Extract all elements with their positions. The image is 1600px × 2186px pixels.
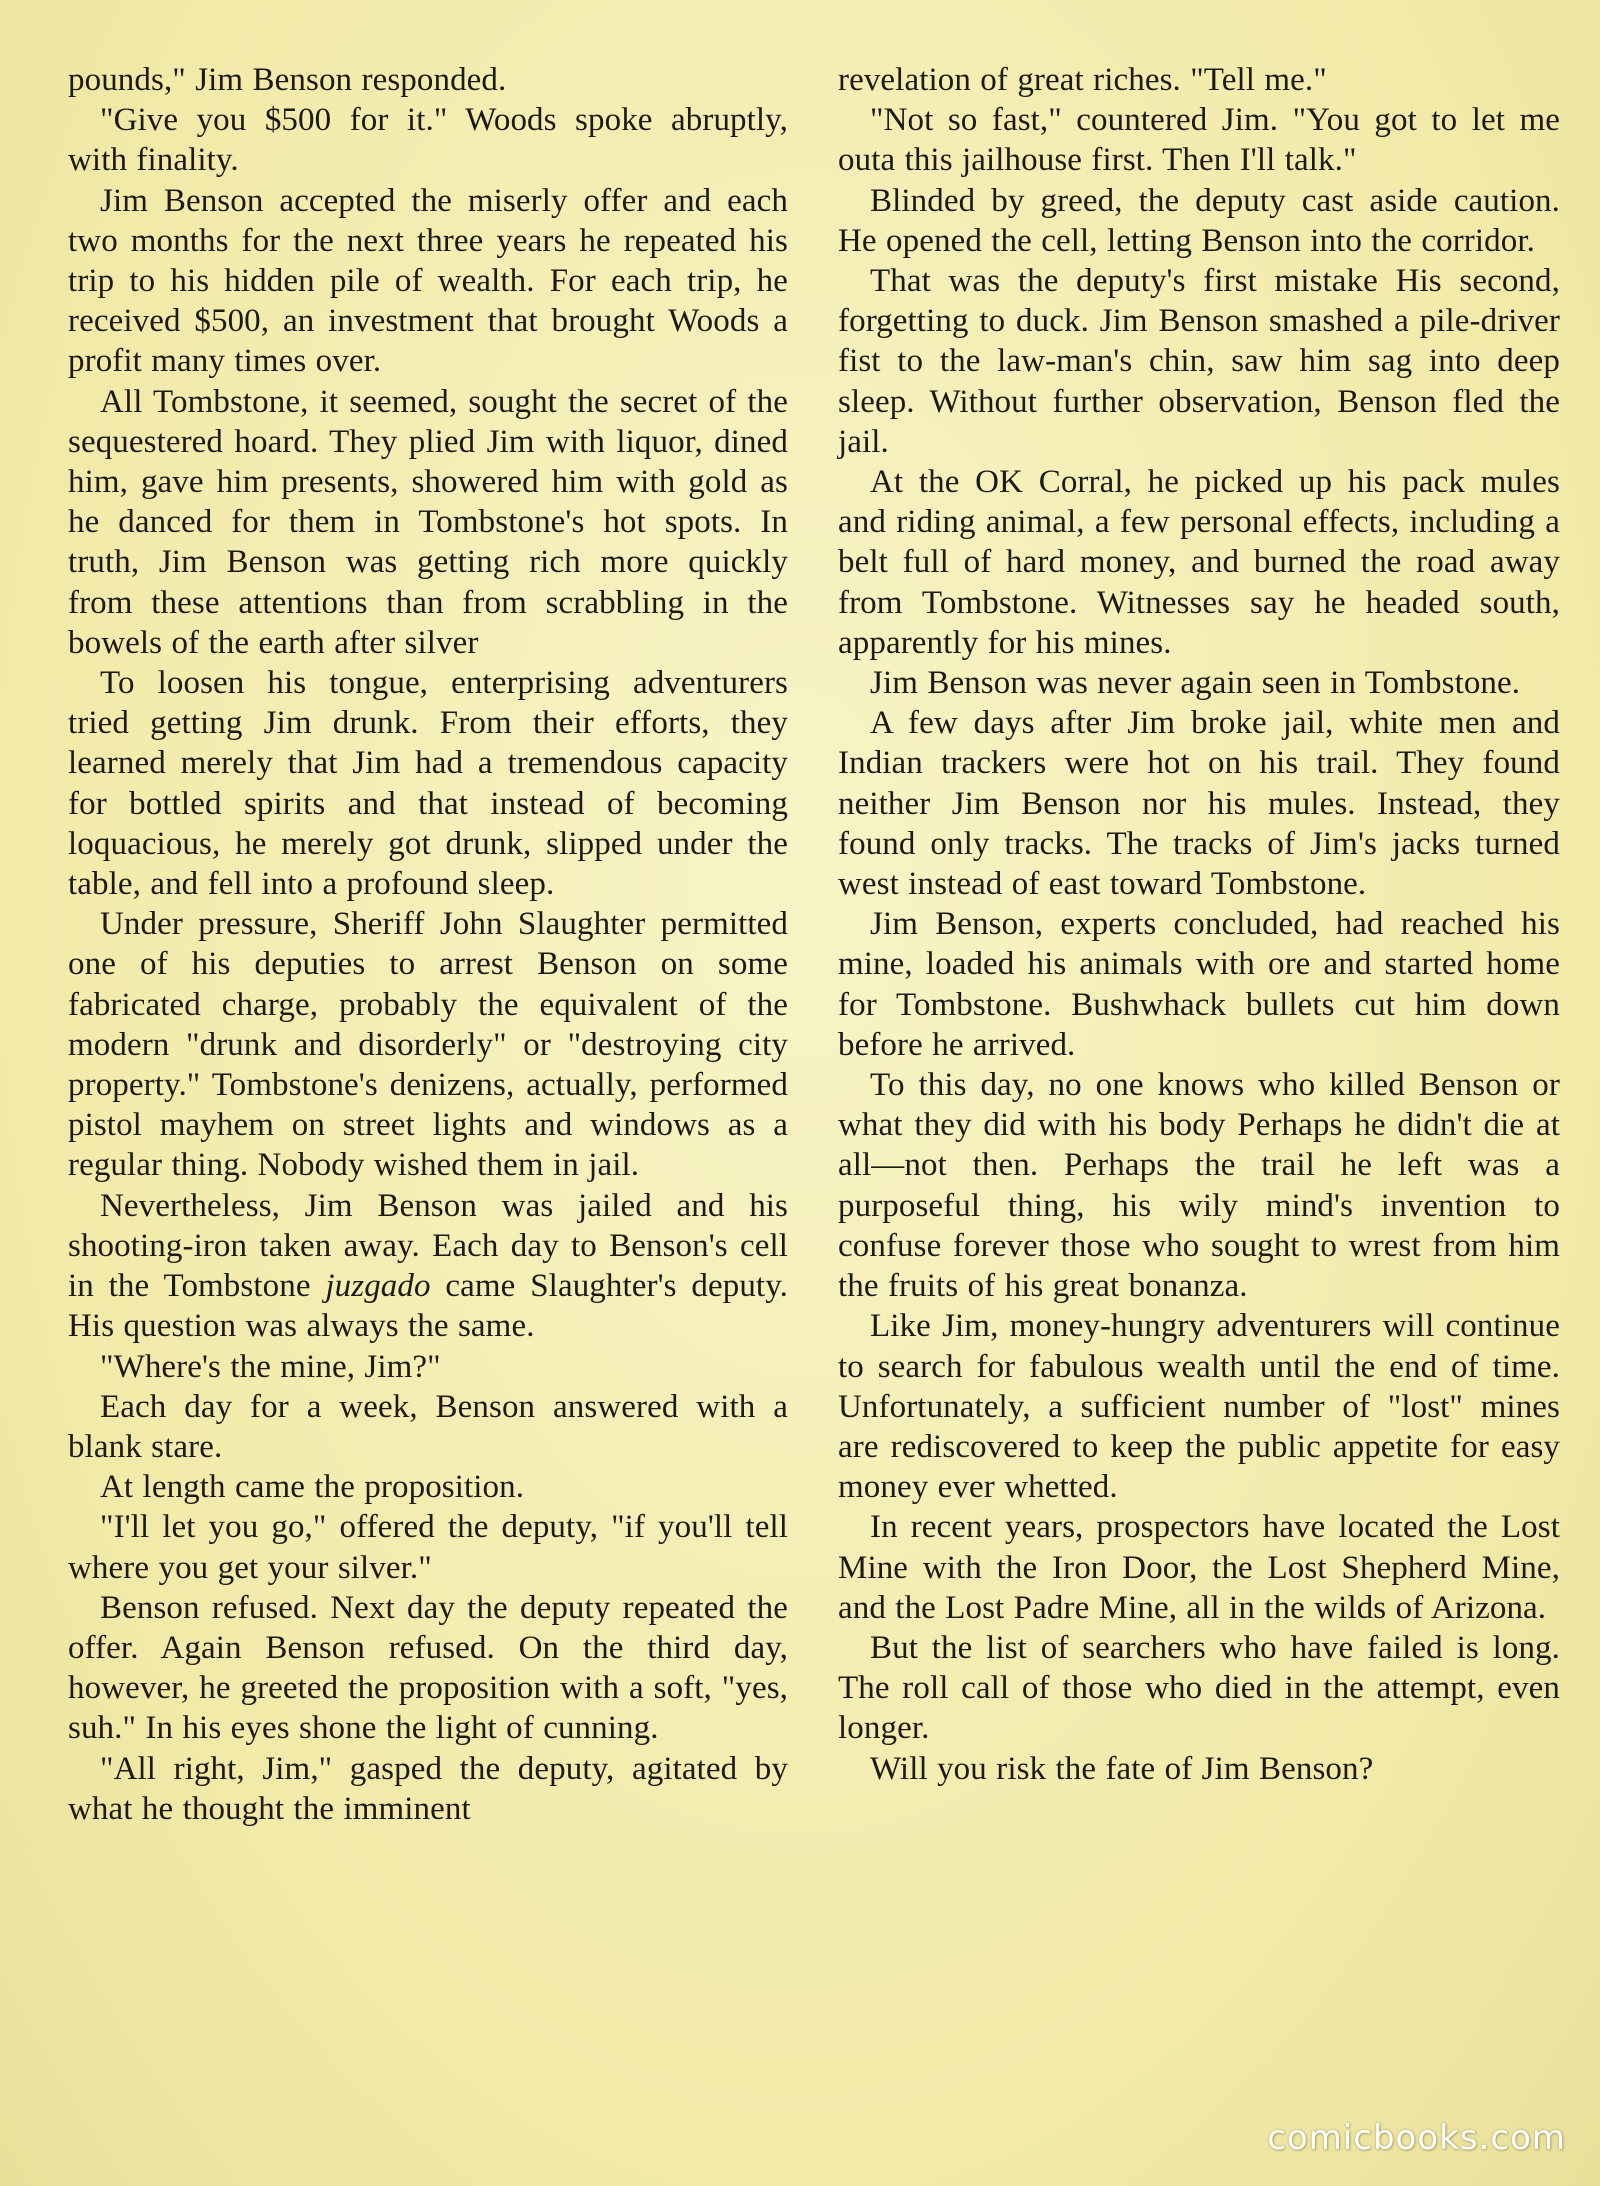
paragraph: To loosen his tongue, enterprising adventurers tried getting Jim drunk. From their efforts, they learned merely that Jim had a tremendous capacity for bottled spirits and that instead of becoming loquacious, he merely got drunk, slipped under the table, and fell into a profound sleep. <box>68 665 788 903</box>
text-run: Nevertheless, Jim Benson was jailed and his shooting-iron taken away. Each day to Benson's cell in the Tombstone <box>68 1187 788 1305</box>
right-column <box>838 60 1560 1789</box>
paragraph: pounds," Jim Benson responded. <box>68 62 507 98</box>
paragraph: "I'll let you go," offered the deputy, "if you'll tell where you get your silver." <box>68 1509 788 1586</box>
italic-word: juzgado <box>325 1268 431 1305</box>
paragraph: "Not so fast," countered Jim. "You got to let me outa this jailhouse first. Then I'll talk." <box>838 102 1560 179</box>
paragraph <box>68 1186 788 1347</box>
paragraph: At the OK Corral, he picked up his pack mules and riding animal, a few personal effects, including a belt full of hard money, and burned the road away from Tombstone. Witnesses say he headed south, apparently for his mines. <box>838 464 1560 661</box>
paragraph: That was the deputy's first mistake His second, forgetting to duck. Jim Benson smashed a pile-driver fist to the law-man's chin, saw him sag into deep sleep. Without further observation, Benson fled the jail. <box>838 263 1560 460</box>
paragraph: Benson refused. Next day the deputy repeated the offer. Again Benson refused. On the third day, however, he greeted the proposition with a soft, "yes, suh." In his eyes shone the light of cunning. <box>68 1589 788 1747</box>
left-column <box>68 60 788 1829</box>
paragraph: In recent years, prospectors have located the Lost Mine with the Iron Door, the Lost Shepherd Mine, and the Lost Padre Mine, all in the wilds of Arizona. <box>838 1509 1560 1626</box>
paragraph: Will you risk the fate of Jim Benson? <box>870 1750 1374 1787</box>
watermark-text: comicbooks.com <box>1267 2118 1566 2158</box>
paragraph: Under pressure, Sheriff John Slaughter permitted one of his deputies to arrest Benson on some fabricated charge, probably the equivalent of the modern "drunk and disorderly" or "destroying city property." Tombstone's denizens, actually, performed pistol mayhem on street lights and windows as a regular thing. Nobody wished them in jail. <box>68 906 788 1184</box>
paragraph: Jim Benson, experts concluded, had reached his mine, loaded his animals with ore and started home for Tombstone. Bushwhack bullets cut him down before he arrived. <box>838 906 1560 1063</box>
paragraph: Jim Benson accepted the miserly offer and each two months for the next three years he repeated his trip to his hidden pile of wealth. For each trip, he received $500, an investment that brought Woods a profit many times over. <box>68 182 788 380</box>
paragraph: All Tombstone, it seemed, sought the secret of the sequestered hoard. They plied Jim with liquor, dined him, gave him presents, showered him with gold as he danced for them in Tombstone's hot spots. In truth, Jim Benson was getting rich more quickly from these attentions than from scrabbling in the bowels of the earth after silver <box>68 383 788 661</box>
paragraph: Each day for a week, Benson answered with a blank stare. <box>68 1388 788 1465</box>
paragraph: At length came the proposition. <box>100 1469 525 1506</box>
paragraph: But the list of searchers who have failed is long. The roll call of those who died in the attempt, even longer. <box>838 1629 1560 1747</box>
paragraph: revelation of great riches. "Tell me." <box>838 62 1327 98</box>
paragraph: To this day, no one knows who killed Benson or what they did with his body Perhaps he didn't die at all—not then. Perhaps the trail he left was a purposeful thing, his wily mind's invention to confuse forever those who sought to wrest from him the fruits of his great bonanza. <box>838 1067 1560 1305</box>
paragraph: Jim Benson was never again seen in Tombstone. <box>870 665 1521 702</box>
paragraph: "All right, Jim," gasped the deputy, agitated by what he thought the imminent <box>68 1750 788 1827</box>
paragraph: "Give you $500 for it." Woods spoke abruptly, with finality. <box>68 102 788 179</box>
paragraph: A few days after Jim broke jail, white men and Indian trackers were hot on his trail. They found neither Jim Benson nor his mules. Instead, they found only tracks. The tracks of Jim's jacks turned west instead of east toward Tombstone. <box>838 705 1560 903</box>
paragraph: "Where's the mine, Jim?" <box>100 1348 441 1385</box>
text-run: came Slaughter's deputy. His question was always the same. <box>68 1268 789 1345</box>
paragraph: Like Jim, money-hungry adventurers will continue to search for fabulous wealth until the end of time. Unfortunately, a sufficient number of "lost" mines are rediscovered to keep the public appetite for easy money ever whetted. <box>838 1308 1560 1506</box>
paragraph: Blinded by greed, the deputy cast aside caution. He opened the cell, letting Benson into the corridor. <box>838 182 1560 259</box>
